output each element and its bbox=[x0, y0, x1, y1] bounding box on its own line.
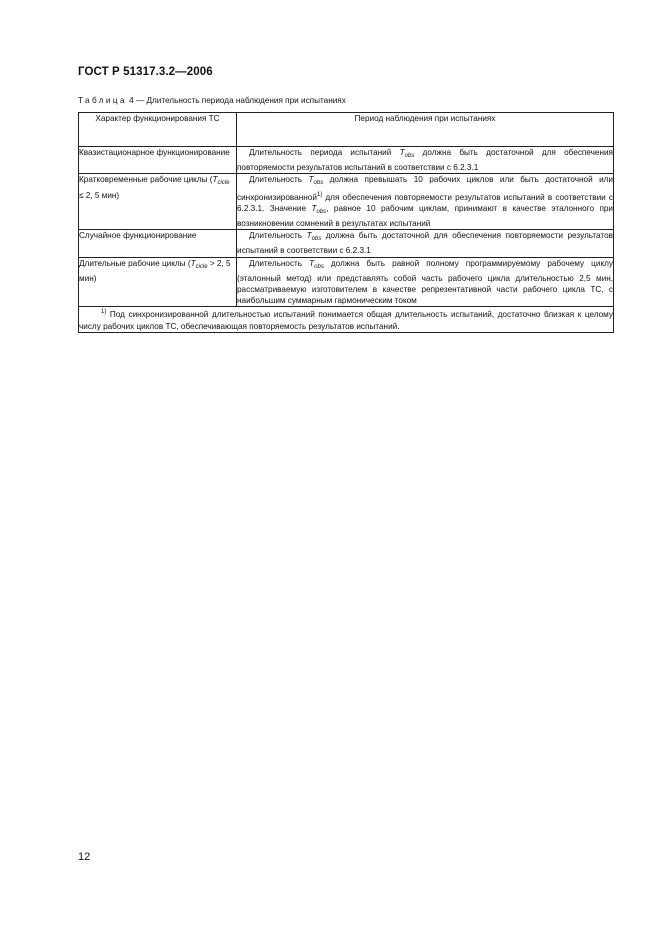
period-text: , равное 10 рабочим циклам, принимают в качестве эталонного при возникновении сомнений в результатах испытаний bbox=[237, 203, 613, 229]
symbol-t: T bbox=[212, 175, 218, 185]
table-caption-text: 4 — Длительность периода наблюдения при испытаниях bbox=[126, 96, 346, 105]
period-text: Длительность bbox=[249, 231, 307, 241]
symbol-subscript: obs bbox=[311, 236, 322, 243]
table-header-row bbox=[79, 113, 614, 147]
footnote-mark: 1) bbox=[316, 191, 323, 198]
column-header-mode: Характер функционирования ТС bbox=[79, 113, 237, 147]
symbol-t: T bbox=[190, 258, 196, 268]
symbol-t: T bbox=[309, 258, 315, 268]
table-row bbox=[79, 147, 614, 174]
period-cell bbox=[237, 230, 614, 257]
mode-text: Длительные рабочие циклы ( bbox=[79, 258, 191, 268]
mode-cell: Случайное функционирование bbox=[79, 230, 237, 257]
mode-cell bbox=[79, 257, 237, 307]
table-row bbox=[79, 257, 614, 307]
table-row bbox=[79, 174, 614, 230]
page-number: 12 bbox=[78, 851, 91, 863]
observation-period-table bbox=[78, 112, 614, 333]
footnote-mark: 1) bbox=[101, 309, 107, 316]
symbol-subscript: obs bbox=[314, 263, 324, 270]
symbol-subscript: obs bbox=[316, 208, 327, 215]
mode-text: ≤ 2, 5 мин) bbox=[79, 190, 120, 200]
footnote-text: Под синхронизированной длительностью испытаний понимается общая длительность испытаний, достаточно близкая к целому числу рабочих циклов ТС, обеспечивающая повторяемость результатов испытаний. bbox=[79, 310, 613, 331]
period-text: должна быть достаточной для обеспечения повторяемости результатов испытаний в соответствии с 6.2.3.1 bbox=[237, 148, 613, 173]
period-text: для обеспечения повторяемости результатов испытаний в соответствии с 6.2.3.1. Значение bbox=[237, 192, 613, 213]
period-cell bbox=[237, 257, 614, 307]
period-text: должна быть равной полному программируемому рабочему циклу (эталонный метод) или представлять собой часть рабочего цикла длительностью 2,5 мин, рассматриваемую изготовителем в качестве репрезентативной части рабочего цикла ТС, с наибольшим суммарным гармоническим током bbox=[237, 258, 613, 306]
mode-text: > 2, 5 мин) bbox=[79, 258, 231, 283]
period-text: Длительность периода испытаний bbox=[249, 148, 400, 157]
footnote-cell bbox=[79, 307, 614, 332]
mode-cell bbox=[79, 174, 237, 230]
period-text: должна быть достаточной для обеспечения повторяемости результатов испытаний в соответствии с 6.2.3.1 bbox=[237, 231, 613, 256]
symbol-t: T bbox=[399, 148, 405, 157]
period-text: должна превышать 10 рабочих циклов или быть достаточной или синхронизированной bbox=[237, 175, 613, 202]
symbol-t: T bbox=[306, 231, 312, 241]
table-row bbox=[79, 230, 614, 257]
symbol-subscript: cicle bbox=[217, 180, 230, 187]
document-header: ГОСТ Р 51317.3.2—2006 bbox=[78, 66, 213, 78]
symbol-t: T bbox=[308, 175, 314, 185]
symbol-t: T bbox=[311, 203, 317, 213]
period-text: Длительность bbox=[249, 258, 310, 268]
mode-text: Кратковременные рабочие циклы ( bbox=[79, 175, 213, 185]
footnote-row bbox=[79, 307, 614, 332]
period-cell bbox=[237, 147, 614, 174]
column-header-period: Период наблюдения при испытаниях bbox=[237, 113, 614, 147]
symbol-subscript: cicle bbox=[195, 263, 208, 270]
table-caption bbox=[78, 96, 346, 105]
period-text: Длительность bbox=[249, 175, 309, 185]
table-caption-prefix: Таблица bbox=[78, 96, 127, 105]
period-cell bbox=[237, 174, 614, 230]
symbol-subscript: obs bbox=[404, 153, 415, 159]
mode-cell: Квазистационарное функционирование bbox=[79, 147, 237, 174]
symbol-subscript: obs bbox=[313, 180, 324, 187]
